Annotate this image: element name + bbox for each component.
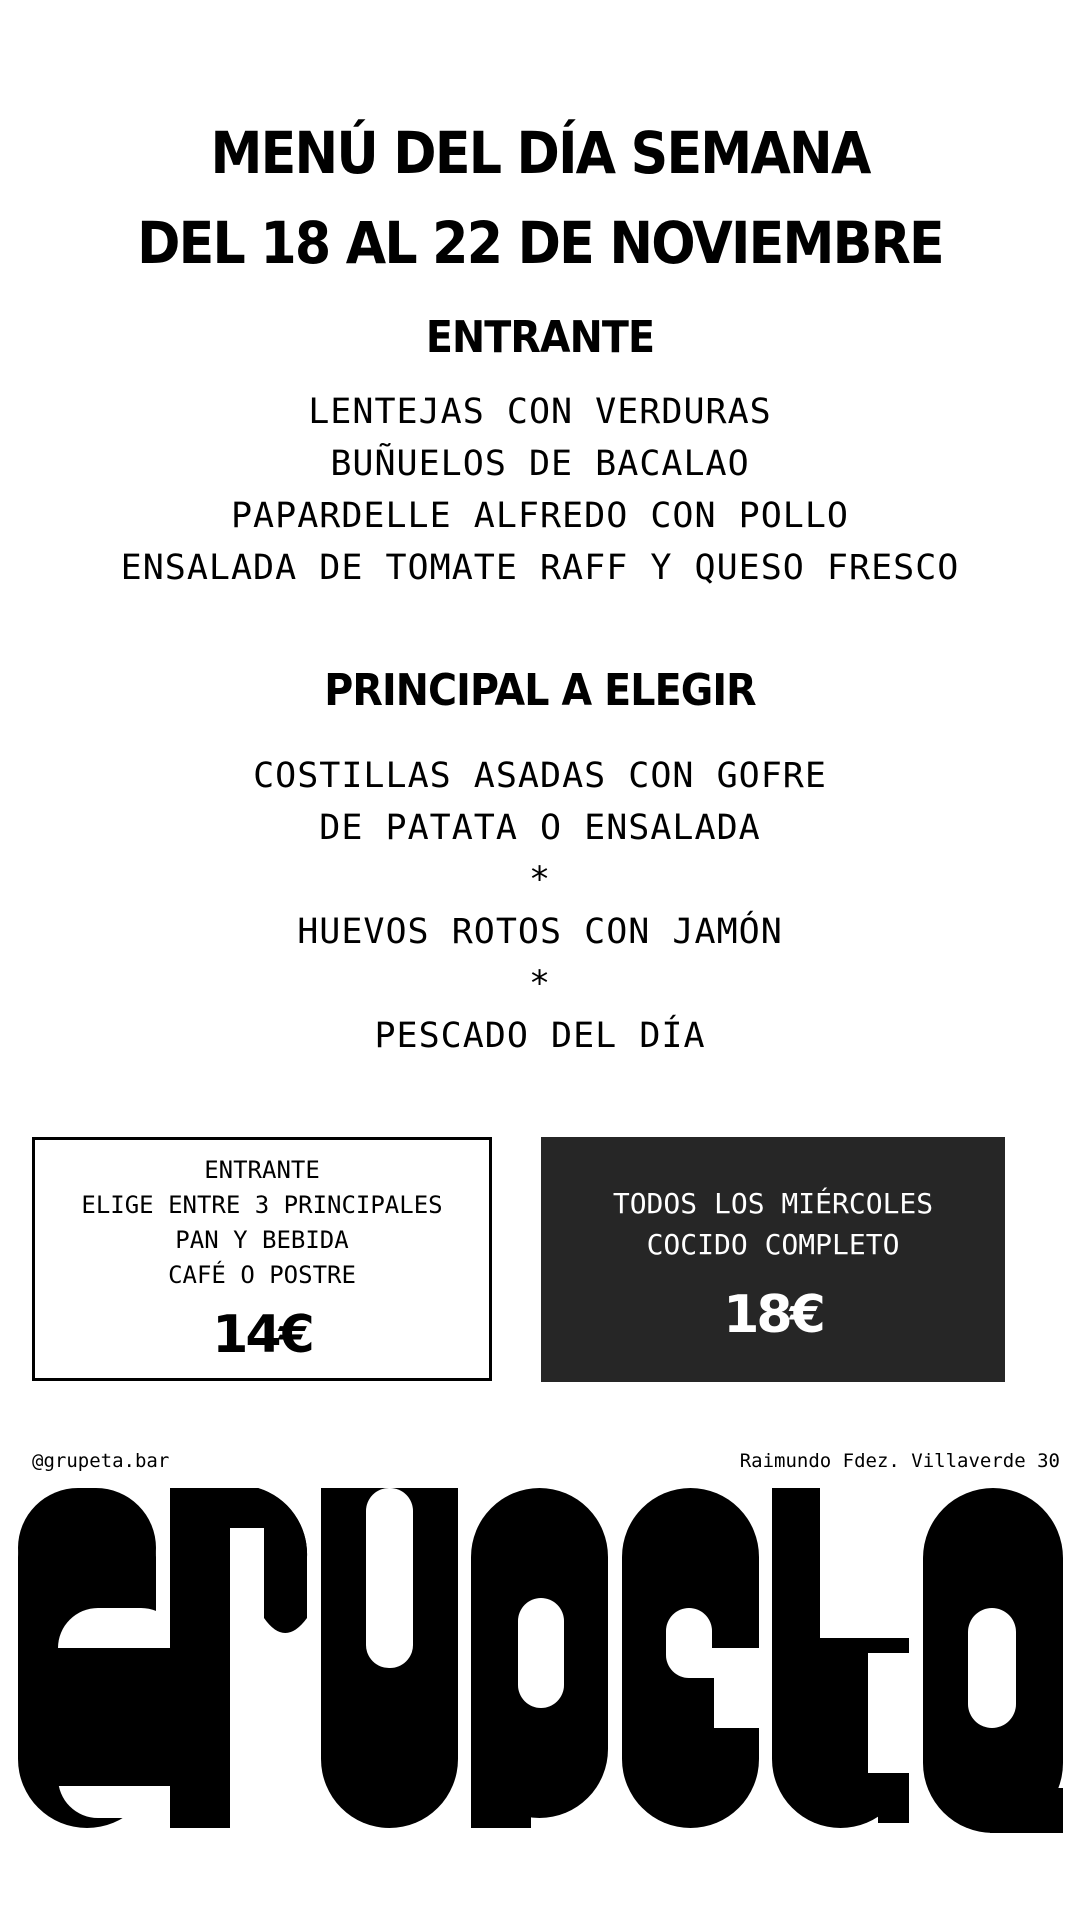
principal-heading: PRINCIPAL A ELEGIR [324,665,756,716]
menu-include-line: ELIGE ENTRE 3 PRINCIPALES [81,1191,443,1219]
logo-letter-a [923,1488,1063,1833]
entrante-item: LENTEJAS CON VERDURAS [308,392,772,432]
principal-item: PESCADO DEL DÍA [374,1016,706,1056]
menu-include-line: ENTRANTE [204,1156,320,1184]
grupeta-logo [18,1488,1068,1836]
separator-asterisk: * [528,964,552,1004]
logo-letter-g [18,1488,181,1828]
entrante-list [0,386,1080,594]
address: Raimundo Fdez. Villaverde 30 [739,1450,1060,1472]
entrante-heading: ENTRANTE [425,312,655,363]
title-line-1: MENÚ DEL DÍA SEMANA [210,119,870,187]
entrante-item: PAPARDELLE ALFREDO CON POLLO [230,496,849,536]
menu-price-box [32,1137,492,1381]
principal-item: COSTILLAS ASADAS CON GOFRE [253,756,827,796]
principal-item: DE PATATA O ENSALADA [319,808,761,848]
special-offer-line: COCIDO COMPLETO [646,1228,900,1261]
menu-includes [35,1153,489,1293]
special-offer-text [541,1183,1005,1265]
principal-item: HUEVOS ROTOS CON JAMÓN [297,912,783,952]
entrante-item: BUÑUELOS DE BACALAO [330,444,750,484]
logo-letter-r [170,1488,307,1836]
special-offer-line: TODOS LOS MIÉRCOLES [612,1187,934,1220]
instagram-handle: @grupeta.bar [32,1450,170,1472]
separator-asterisk: * [528,860,552,900]
logo-letter-p [471,1488,608,1828]
logo-letter-u [321,1488,458,1828]
logo-letter-t [772,1488,909,1828]
entrante-item: ENSALADA DE TOMATE RAFF Y QUESO FRESCO [120,548,960,588]
menu-include-line: PAN Y BEBIDA [175,1226,349,1254]
special-offer-box [541,1137,1005,1382]
logo-letter-e [622,1488,759,1828]
title-line-2: DEL 18 AL 22 DE NOVIEMBRE [137,209,943,277]
principal-list [0,750,1080,1062]
special-offer-price: 18€ [723,1285,823,1345]
menu-title [0,108,1080,288]
menu-price: 14€ [212,1305,312,1365]
menu-include-line: CAFÉ O POSTRE [168,1261,356,1289]
